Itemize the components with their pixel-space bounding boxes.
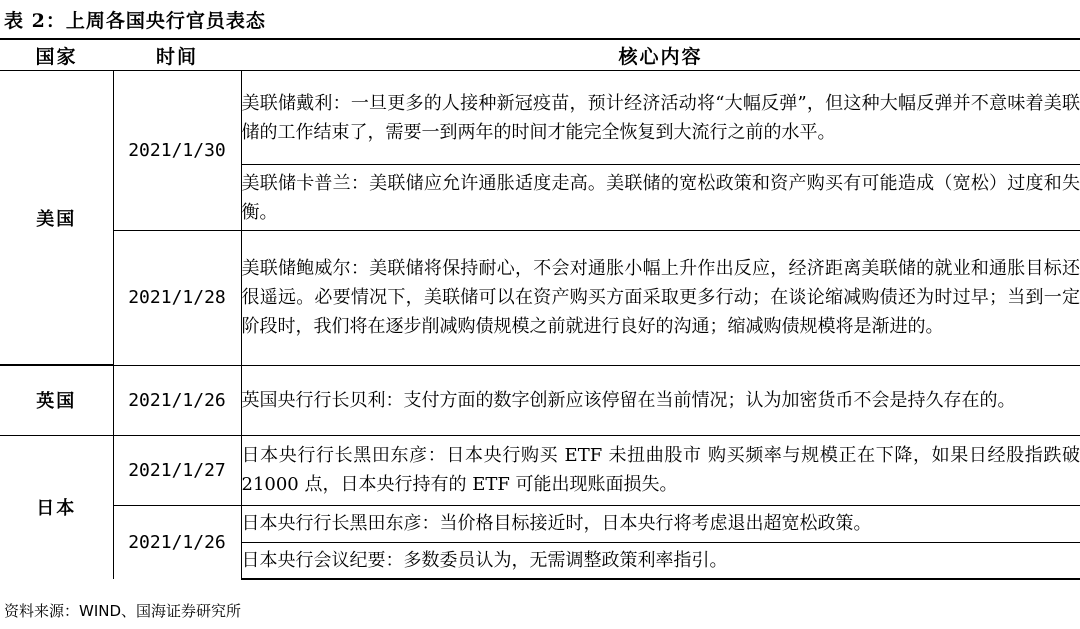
- header-row: [0, 39, 1080, 71]
- statement-cell: 美联储鲍威尔：美联储将保持耐心，不会对通胀小幅上升作出反应，经济距离美联储的就业和通胀目标还很遥远。必要情况下，美联储可以在资产购买方面采取更多行动；在谈论缩减购债还为时过早；当到一定阶段时，我们将在逐步削减购债规模之前就进行良好的沟通；缩减购债规模将是渐进的。: [241, 231, 1080, 365]
- date-cell: 2021/1/28: [113, 231, 241, 365]
- source-note: 资料来源：WIND、国海证券研究所: [4, 602, 242, 620]
- table-row: [0, 231, 1080, 365]
- country-us: 美国: [0, 71, 113, 366]
- date-cell: 2021/1/26: [113, 365, 241, 435]
- table-title: 表 2：上周各国央行官员表态: [4, 10, 266, 32]
- date-cell: 2021/1/26: [113, 505, 241, 579]
- table-row: [0, 71, 1080, 165]
- statement-cell: 英国央行行长贝利：支付方面的数字创新应该停留在当前情况；认为加密货币不会是持久存在的。: [241, 365, 1080, 435]
- statement-cell: 日本央行会议纪要：多数委员认为，无需调整政策利率指引。: [241, 542, 1080, 579]
- date-cell: 2021/1/30: [113, 71, 241, 231]
- statement-cell: 日本央行行长黑田东彦：日本央行购买 ETF 未扭曲股市 购买频率与规模正在下降，如果日经股指跌破 21000 点，日本央行持有的 ETF 可能出现账面损失。: [241, 435, 1080, 505]
- header-content: 核心内容: [241, 39, 1080, 71]
- table-row: [0, 365, 1080, 435]
- date-cell: 2021/1/27: [113, 435, 241, 505]
- statement-cell: 美联储戴利：一旦更多的人接种新冠疫苗，预计经济活动将“大幅反弹”，但这种大幅反弹并不意味着美联储的工作结束了，需要一到两年的时间才能完全恢复到大流行之前的水平。: [241, 71, 1080, 165]
- header-time: 时间: [113, 39, 241, 71]
- statement-cell: 美联储卡普兰：美联储应允许通胀适度走高。美联储的宽松政策和资产购买有可能造成（宽松）过度和失衡。: [241, 165, 1080, 231]
- table-row: [0, 435, 1080, 505]
- statement-cell: 日本央行行长黑田东彦：当价格目标接近时，日本央行将考虑退出超宽松政策。: [241, 505, 1080, 542]
- header-country: 国家: [0, 39, 113, 71]
- central-bank-statements-table: [0, 38, 1080, 580]
- country-jp: 日本: [0, 435, 113, 579]
- country-uk: 英国: [0, 365, 113, 435]
- table-row: [0, 505, 1080, 542]
